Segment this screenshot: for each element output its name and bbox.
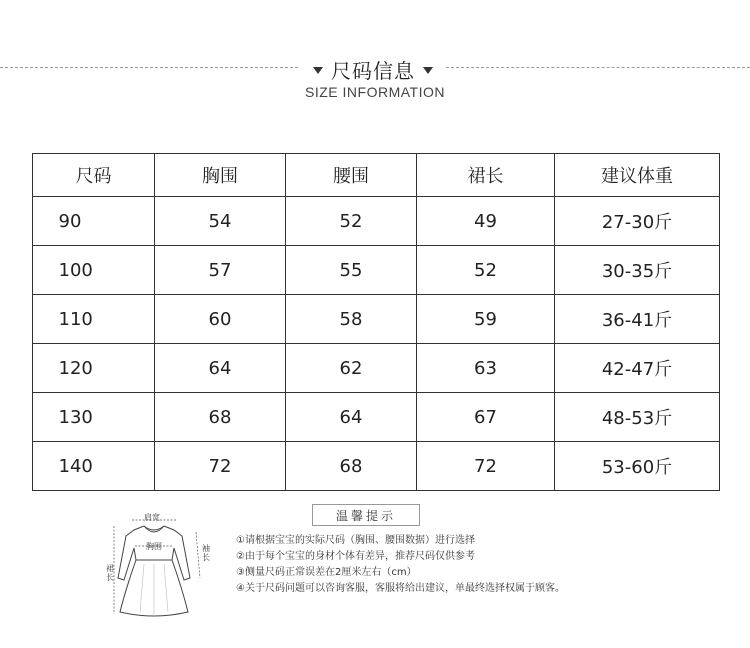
waist-cell: 62 xyxy=(286,344,417,393)
column-header: 腰围 xyxy=(286,154,417,197)
page-subtitle: SIZE INFORMATION xyxy=(305,84,445,100)
triangle-down-icon xyxy=(423,67,433,74)
size-cell: 130 xyxy=(33,393,155,442)
shoulder-label: 肩宽 xyxy=(144,513,160,522)
page-header xyxy=(0,0,750,110)
chest-cell: 64 xyxy=(155,344,286,393)
dress-icon xyxy=(104,508,214,620)
chest-cell: 68 xyxy=(155,393,286,442)
size-cell: 100 xyxy=(33,246,155,295)
length-cell: 59 xyxy=(417,295,555,344)
weight-cell: 30-35斤 xyxy=(555,246,720,295)
tip-note: ①请根据宝宝的实际尺码（胸围、腰围数据）进行选择 xyxy=(236,535,475,546)
tips-title: 温馨提示 xyxy=(335,508,396,523)
tips-title-box xyxy=(312,504,420,526)
weight-cell: 27-30斤 xyxy=(555,197,720,246)
column-header: 胸围 xyxy=(155,154,286,197)
table-row xyxy=(33,393,720,442)
waist-cell: 58 xyxy=(286,295,417,344)
header-dotted-line-right xyxy=(446,67,750,68)
header-dotted-line-left xyxy=(0,67,298,68)
length-label: 裙长 xyxy=(106,564,114,582)
page-title: 尺码信息 xyxy=(331,58,415,83)
chest-cell: 60 xyxy=(155,295,286,344)
table-row xyxy=(33,295,720,344)
length-cell: 63 xyxy=(417,344,555,393)
chest-cell: 72 xyxy=(155,442,286,491)
tips-notes xyxy=(236,533,656,597)
size-cell: 140 xyxy=(33,442,155,491)
tip-note: ④关于尺码问题可以咨询客服，客服将给出建议，单最终选择权属于顾客。 xyxy=(236,583,565,594)
size-cell: 120 xyxy=(33,344,155,393)
weight-cell: 42-47斤 xyxy=(555,344,720,393)
length-cell: 49 xyxy=(417,197,555,246)
chest-cell: 54 xyxy=(155,197,286,246)
size-cell: 90 xyxy=(33,197,155,246)
table-row xyxy=(33,344,720,393)
weight-cell: 53-60斤 xyxy=(555,442,720,491)
dress-measurement-diagram xyxy=(104,508,214,620)
waist-cell: 55 xyxy=(286,246,417,295)
table-row xyxy=(33,246,720,295)
column-header: 尺码 xyxy=(33,154,155,197)
chest-cell: 57 xyxy=(155,246,286,295)
table-header-row xyxy=(33,154,720,197)
table-row xyxy=(33,442,720,491)
weight-cell: 48-53斤 xyxy=(555,393,720,442)
table-row xyxy=(33,197,720,246)
tip-note: ②由于每个宝宝的身材个体有差异，推荐尺码仅供参考 xyxy=(236,551,475,562)
chest-label: 胸围 xyxy=(146,542,162,551)
waist-cell: 52 xyxy=(286,197,417,246)
size-cell: 110 xyxy=(33,295,155,344)
tip-note: ③侧量尺码正常误差在2厘米左右（cm） xyxy=(236,567,417,578)
column-header: 裙长 xyxy=(417,154,555,197)
length-cell: 72 xyxy=(417,442,555,491)
triangle-down-icon xyxy=(313,67,323,74)
title-row xyxy=(300,54,446,84)
waist-cell: 68 xyxy=(286,442,417,491)
waist-cell: 64 xyxy=(286,393,417,442)
length-cell: 52 xyxy=(417,246,555,295)
sleeve-label: 袖长 xyxy=(202,544,210,562)
weight-cell: 36-41斤 xyxy=(555,295,720,344)
length-cell: 67 xyxy=(417,393,555,442)
size-table xyxy=(32,153,720,491)
column-header: 建议体重 xyxy=(555,154,720,197)
